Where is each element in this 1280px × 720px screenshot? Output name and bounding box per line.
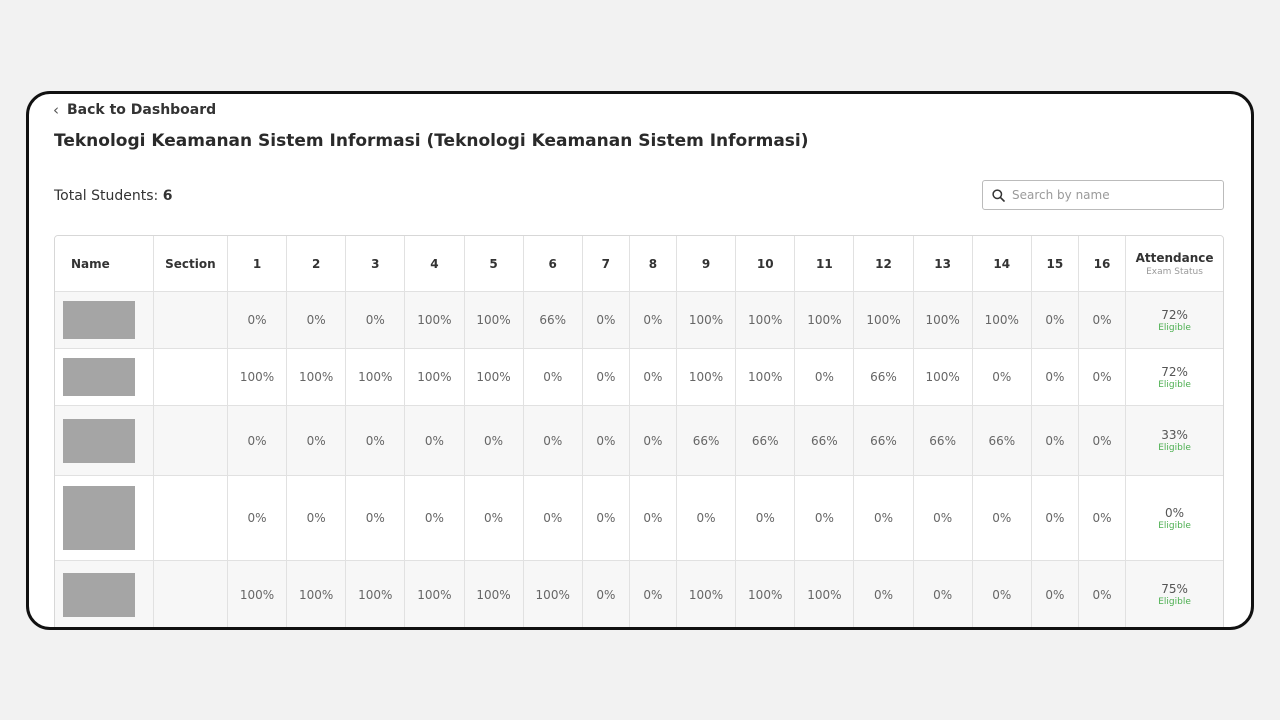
back-to-dashboard-link[interactable]: [53, 101, 216, 119]
session-attendance-cell: 100%: [227, 561, 286, 629]
session-attendance-cell: 0%: [1078, 349, 1125, 406]
session-attendance-cell: 0%: [1078, 292, 1125, 349]
attendance-percentage: 75%: [1161, 582, 1188, 596]
total-students-value: 6: [162, 188, 173, 204]
column-header-session-12[interactable]: 12: [854, 236, 913, 292]
student-name-cell: [55, 406, 153, 476]
session-attendance-cell: 0%: [227, 476, 286, 561]
session-attendance-cell: 0%: [629, 476, 676, 561]
session-attendance-cell: 0%: [287, 292, 346, 349]
student-name-cell: [55, 476, 153, 561]
session-attendance-cell: 66%: [972, 406, 1031, 476]
column-header-session-10[interactable]: 10: [736, 236, 795, 292]
session-attendance-cell: 100%: [464, 561, 523, 629]
column-header-session-2[interactable]: 2: [287, 236, 346, 292]
session-attendance-cell: 0%: [677, 476, 736, 561]
session-attendance-cell: 66%: [795, 406, 854, 476]
attendance-summary-cell: [1126, 561, 1223, 629]
column-header-session-15[interactable]: 15: [1031, 236, 1078, 292]
session-attendance-cell: 100%: [287, 349, 346, 406]
chevron-left-icon: ‹: [53, 101, 59, 119]
redacted-name-block: [63, 301, 135, 339]
session-attendance-cell: 100%: [913, 292, 972, 349]
session-attendance-cell: 0%: [464, 476, 523, 561]
session-attendance-cell: 0%: [736, 476, 795, 561]
exam-status-label: Eligible: [1158, 597, 1191, 607]
session-attendance-cell: 0%: [405, 476, 464, 561]
session-attendance-cell: 100%: [795, 292, 854, 349]
student-name-cell: [55, 561, 153, 629]
attendance-percentage: 0%: [1165, 505, 1185, 520]
table-row[interactable]: [55, 349, 1223, 406]
section-cell: [153, 292, 227, 349]
session-attendance-cell: 0%: [913, 561, 972, 629]
session-attendance-cell: 100%: [523, 561, 582, 629]
session-attendance-cell: 0%: [523, 349, 582, 406]
session-attendance-cell: 0%: [1078, 406, 1125, 476]
column-header-session-14[interactable]: 14: [972, 236, 1031, 292]
table-row[interactable]: [55, 561, 1223, 629]
section-cell: [153, 476, 227, 561]
session-attendance-cell: 66%: [523, 292, 582, 349]
session-attendance-cell: 0%: [629, 292, 676, 349]
session-attendance-cell: 0%: [629, 349, 676, 406]
session-attendance-cell: 100%: [405, 349, 464, 406]
column-header-session-13[interactable]: 13: [913, 236, 972, 292]
session-attendance-cell: 100%: [736, 349, 795, 406]
section-cell: [153, 561, 227, 629]
column-header-session-5[interactable]: 5: [464, 236, 523, 292]
session-attendance-cell: 100%: [795, 561, 854, 629]
session-attendance-cell: 0%: [972, 349, 1031, 406]
session-attendance-cell: 0%: [287, 406, 346, 476]
session-attendance-cell: 100%: [227, 349, 286, 406]
session-attendance-cell: 0%: [582, 349, 629, 406]
redacted-name-block: [63, 358, 135, 396]
session-attendance-cell: 0%: [464, 406, 523, 476]
column-header-session-9[interactable]: 9: [677, 236, 736, 292]
session-attendance-cell: 100%: [464, 292, 523, 349]
session-attendance-cell: 0%: [1078, 561, 1125, 629]
table-row[interactable]: [55, 292, 1223, 349]
student-name-cell: [55, 292, 153, 349]
attendance-header-label: Attendance: [1135, 250, 1214, 265]
session-attendance-cell: 66%: [913, 406, 972, 476]
section-cell: [153, 349, 227, 406]
table-row[interactable]: [55, 476, 1223, 561]
back-label: Back to Dashboard: [67, 102, 217, 118]
session-attendance-cell: 0%: [795, 349, 854, 406]
column-header-session-11[interactable]: 11: [795, 236, 854, 292]
exam-status-label: Eligible: [1158, 443, 1191, 453]
attendance-summary-cell: [1126, 476, 1223, 561]
session-attendance-cell: 0%: [405, 406, 464, 476]
session-attendance-cell: 0%: [1031, 476, 1078, 561]
session-attendance-cell: 0%: [227, 406, 286, 476]
session-attendance-cell: 100%: [346, 349, 405, 406]
session-attendance-cell: 100%: [464, 349, 523, 406]
attendance-percentage: 72%: [1161, 364, 1188, 379]
session-attendance-cell: 100%: [736, 292, 795, 349]
session-attendance-cell: 100%: [854, 292, 913, 349]
session-attendance-cell: 100%: [913, 349, 972, 406]
column-header-session-1[interactable]: 1: [227, 236, 286, 292]
redacted-name-block: [63, 419, 135, 463]
session-attendance-cell: 0%: [346, 476, 405, 561]
session-attendance-cell: 0%: [582, 561, 629, 629]
session-attendance-cell: 0%: [287, 476, 346, 561]
session-attendance-cell: 100%: [287, 561, 346, 629]
session-attendance-cell: 0%: [1031, 406, 1078, 476]
session-attendance-cell: 100%: [346, 561, 405, 629]
attendance-summary-cell: [1126, 406, 1223, 476]
app-frame: [26, 91, 1254, 630]
page-title: Teknologi Keamanan Sistem Informasi (Teknologi Keamanan Sistem Informasi): [54, 131, 809, 151]
session-attendance-cell: 100%: [677, 292, 736, 349]
session-attendance-cell: 0%: [582, 292, 629, 349]
session-attendance-cell: 100%: [677, 561, 736, 629]
total-students: [54, 188, 172, 204]
session-attendance-cell: 0%: [972, 561, 1031, 629]
session-attendance-cell: 0%: [523, 476, 582, 561]
attendance-summary-cell: [1126, 349, 1223, 406]
session-attendance-cell: 66%: [677, 406, 736, 476]
total-students-label: Total Students:: [54, 188, 159, 204]
session-attendance-cell: 66%: [854, 406, 913, 476]
redacted-name-block: [63, 573, 135, 617]
attendance-table-container: [54, 235, 1224, 630]
search-icon: [992, 189, 1005, 202]
session-attendance-cell: 0%: [1031, 561, 1078, 629]
session-attendance-cell: 0%: [523, 406, 582, 476]
session-attendance-cell: 66%: [854, 349, 913, 406]
attendance-percentage: 33%: [1161, 428, 1188, 442]
column-header-session-4[interactable]: 4: [405, 236, 464, 292]
attendance-percentage: 72%: [1161, 307, 1188, 322]
attendance-header-sublabel: Exam Status: [1146, 266, 1203, 277]
session-attendance-cell: 0%: [795, 476, 854, 561]
table-header-row: [55, 236, 1223, 292]
session-attendance-cell: 100%: [972, 292, 1031, 349]
session-attendance-cell: 0%: [972, 476, 1031, 561]
session-attendance-cell: 0%: [1031, 349, 1078, 406]
session-attendance-cell: 0%: [582, 406, 629, 476]
session-attendance-cell: 0%: [1031, 292, 1078, 349]
session-attendance-cell: 0%: [346, 292, 405, 349]
session-attendance-cell: 0%: [582, 476, 629, 561]
session-attendance-cell: 0%: [854, 561, 913, 629]
session-attendance-cell: 0%: [1078, 476, 1125, 561]
session-attendance-cell: 0%: [854, 476, 913, 561]
exam-status-label: Eligible: [1158, 322, 1191, 333]
session-attendance-cell: 0%: [913, 476, 972, 561]
attendance-summary-cell: [1126, 292, 1223, 349]
session-attendance-cell: 66%: [736, 406, 795, 476]
table-row[interactable]: [55, 406, 1223, 476]
session-attendance-cell: 100%: [677, 349, 736, 406]
column-header-attendance[interactable]: [1126, 236, 1223, 292]
search-box[interactable]: [982, 180, 1224, 210]
search-input[interactable]: [1012, 188, 1212, 202]
column-header-session-3[interactable]: 3: [346, 236, 405, 292]
section-cell: [153, 406, 227, 476]
column-header-name[interactable]: Name: [55, 236, 153, 292]
column-header-session-16[interactable]: 16: [1078, 236, 1125, 292]
column-header-session-6[interactable]: 6: [523, 236, 582, 292]
session-attendance-cell: 100%: [405, 561, 464, 629]
student-name-cell: [55, 349, 153, 406]
column-header-section[interactable]: Section: [153, 236, 227, 292]
session-attendance-cell: 0%: [629, 561, 676, 629]
session-attendance-cell: 0%: [346, 406, 405, 476]
column-header-session-8[interactable]: 8: [629, 236, 676, 292]
session-attendance-cell: 0%: [629, 406, 676, 476]
exam-status-label: Eligible: [1158, 379, 1191, 390]
redacted-name-block: [63, 486, 135, 550]
exam-status-label: Eligible: [1158, 520, 1191, 531]
attendance-table: [55, 236, 1223, 629]
column-header-session-7[interactable]: 7: [582, 236, 629, 292]
session-attendance-cell: 100%: [405, 292, 464, 349]
session-attendance-cell: 0%: [227, 292, 286, 349]
session-attendance-cell: 100%: [736, 561, 795, 629]
